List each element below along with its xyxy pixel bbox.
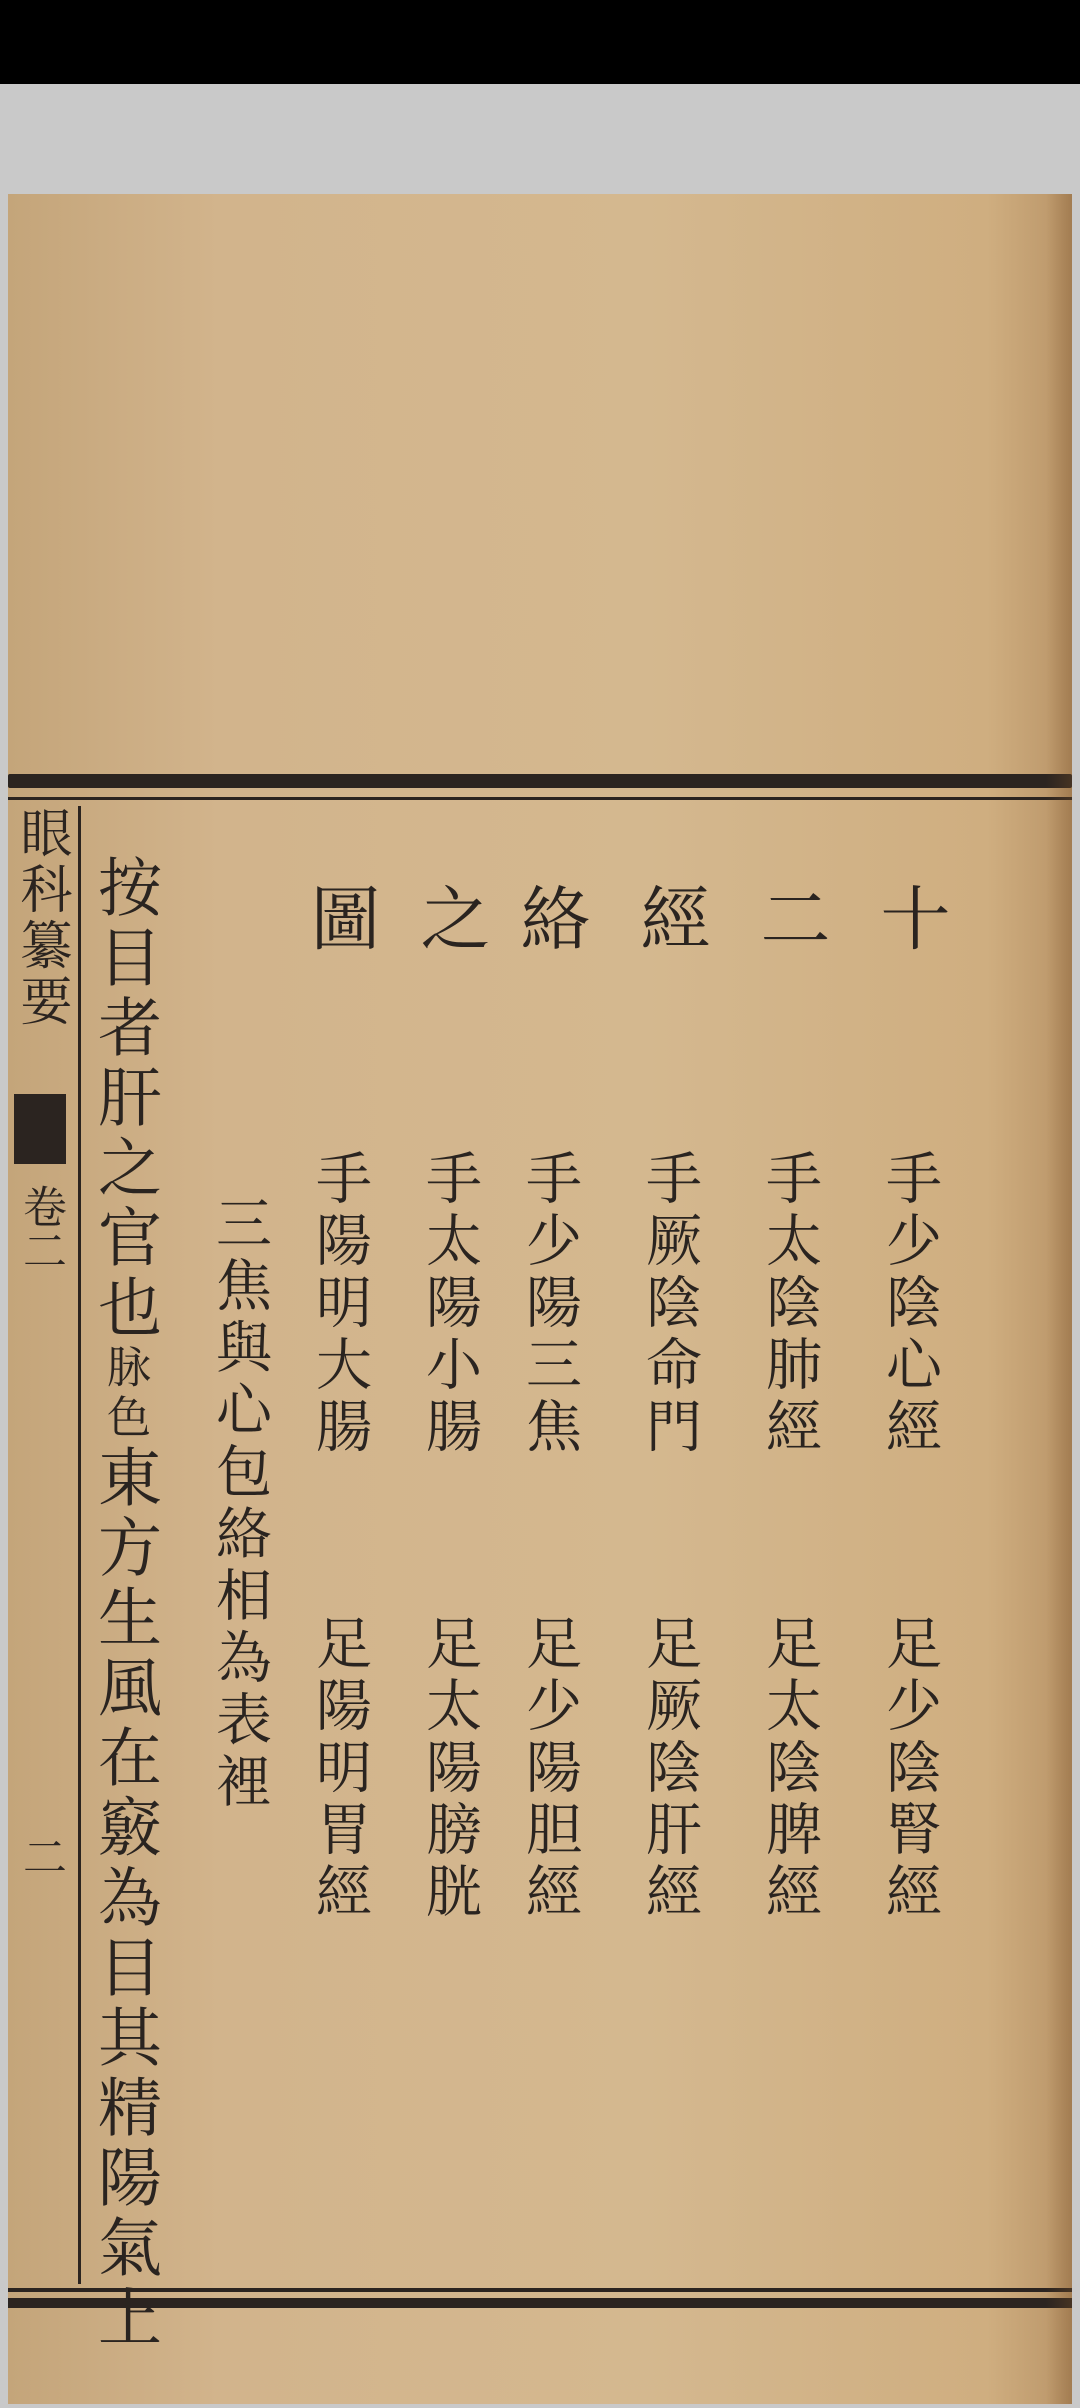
channel-label-upper: 手少陽三焦 <box>517 1149 582 1459</box>
channel-label-lower: 足少陰腎經 <box>877 1614 942 1924</box>
fishtail-mark <box>14 1094 66 1164</box>
channel-label-upper: 手陽明大腸 <box>307 1149 372 1459</box>
body-text: 肝之官也 <box>87 1064 161 1344</box>
diagram-heading-char: 二 <box>749 882 831 962</box>
document-viewer[interactable] <box>0 84 1080 2408</box>
channel-label-lower: 足少陽胆經 <box>517 1614 582 1924</box>
top-border-rule <box>8 774 1072 788</box>
margin-rule <box>78 806 81 2284</box>
channel-label-upper: 手太陰肺經 <box>757 1149 822 1459</box>
diagram-heading-char: 經 <box>629 882 711 962</box>
top-border-rule-thin <box>8 797 1072 800</box>
margin-folio: 二 <box>15 1834 66 1878</box>
channel-label-upper: 手少陰心經 <box>877 1149 942 1459</box>
body-text: 東方生風在竅為目其精陽氣上 <box>87 1444 161 2354</box>
bottom-border-rule <box>8 2298 1072 2308</box>
diagram-note: 三焦與心包絡相為表裡 <box>207 1194 272 1814</box>
channel-label-lower: 足太陽膀胱 <box>417 1614 482 1924</box>
margin-volume: 卷二 <box>15 1184 66 1272</box>
body-lead: 按目者 <box>87 854 161 1064</box>
book-page <box>8 194 1072 2404</box>
body-small-annotation: 脉色 <box>99 1344 150 1444</box>
diagram-heading-char: 之 <box>409 882 491 962</box>
diagram-heading-char: 十 <box>869 882 951 962</box>
channel-label-lower: 足陽明胃經 <box>307 1614 372 1924</box>
status-bar <box>0 0 1080 84</box>
diagram-heading-char: 絡 <box>509 882 591 962</box>
body-text-column <box>86 854 162 2354</box>
bottom-border-rule-thin <box>8 2288 1072 2292</box>
diagram-heading-char: 圖 <box>299 882 381 962</box>
channel-label-lower: 足厥陰肝經 <box>637 1614 702 1924</box>
channel-label-upper: 手太陽小腸 <box>417 1149 482 1459</box>
channel-label-upper: 手厥陰命門 <box>637 1149 702 1459</box>
margin-book-title: 眼科纂要 <box>11 806 71 1030</box>
channel-label-lower: 足太陰脾經 <box>757 1614 822 1924</box>
